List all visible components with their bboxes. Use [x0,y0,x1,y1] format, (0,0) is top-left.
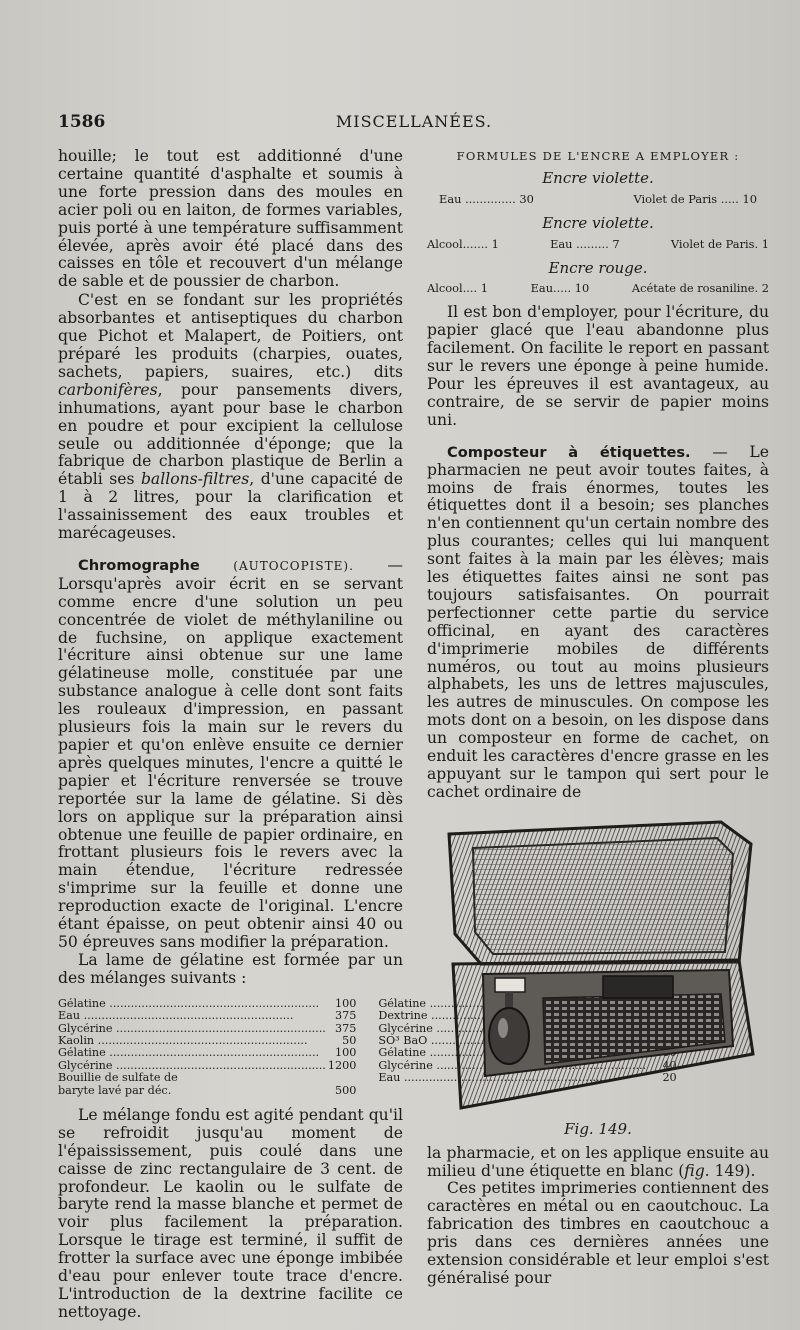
mixture-row [58,1023,356,1035]
figure-caption: Fig. 149. [564,1119,632,1138]
formula-item: Alcool.... 1 [427,281,488,296]
formula-item: Eau ......... 7 [550,236,620,251]
formula-title: Encre violette. [542,168,654,187]
formula-item: Acétate de rosaniline. 2 [631,281,769,296]
formulas-heading: FORMULES DE L'ENCRE A EMPLOYER : [456,149,740,163]
quantity: 375 [334,1009,357,1023]
mixtures-left [58,998,356,1097]
ink-pad [603,976,673,998]
italic-term: carbonifères [58,380,158,399]
mixtures-table [58,996,677,1097]
formula-item: Violet de Paris ..... 10 [633,191,757,206]
text-run: 149). [709,1161,756,1180]
paragraph-imprimeries: Ces petites imprimeries contiennent des caractères en métal ou en caoutchouc. La fabrication des timbres en caoutchouc a pris dans ces dernières années une extension considérable et leur emploi s'est généralisé pour [427,1179,769,1287]
stamp-highlight [498,1018,508,1038]
ingredient: Glycérine ..... [58,1060,326,1072]
ingredient: Eau ..... [58,1010,333,1022]
ingredient: Gélatine ..... [58,1047,333,1059]
ingredient: Gélatine ..... [58,998,333,1010]
ingredient: Kaolin ..... [58,1035,340,1047]
quantity: 100 [334,996,357,1010]
mixture-row [58,998,356,1010]
ingredient: Eau ..... [378,1072,660,1084]
formula-item: Violet de Paris. 1 [670,236,769,251]
lid-inner-panel [473,838,733,954]
text-run: , d'une capacité de 1 à 2 litres, pour la clarification et l'assainissement des eaux troubles et marécageuses. [58,470,403,543]
right-column [427,148,769,1288]
mixture-row [58,1047,356,1059]
ingredient: Glycérine ..... [378,1060,660,1072]
ingredient: Gélatine ..... [378,998,653,1010]
paragraph-composteur [427,444,769,802]
italic-term: fig. [684,1161,710,1180]
quantity: 500 [334,1083,357,1097]
paragraph-melange: Le mélange fondu est agité pendant qu'il se refroidit jusqu'au moment de l'épaississement, puis coulé dans une caisse de zinc rectangulaire de 3 cent. de profondeur. Le kaolin ou le sulfate de baryte rend la masse blanche et permet de voir plus facilement la préparation. Lorsque le tirage est terminé, il suffit de frotter la surface avec une éponge imbibée d'eau pour enlever toute trace d'encre. L'introduction de la dextrine facilite ce nettoyage. [58,1105,403,1321]
article-heading: Composteur à étiquettes. [447,443,691,461]
running-title: MISCELLANÉES. [335,112,493,131]
article-subheading: (AUTOCOPISTE). [233,558,354,573]
formula-title: Encre rouge. [548,258,648,277]
paragraph-charbon [58,292,403,543]
text-run: C'est en se fondant sur les propriétés absorbantes et antiseptiques du charbon que Pichot et Malapert, de Poitiers, ont préparé les produits (charpies, ouates, sachets, papiers, suaires, etc.) dits [58,291,403,381]
page-number: 1586 [58,112,106,132]
composteur-box-illustration [433,814,763,1114]
ingredient: Glycérine ..... [378,1023,646,1035]
formula-item: Alcool....... 1 [427,236,499,251]
quantity: 375 [334,1021,357,1035]
figure-149 [427,814,769,1139]
quantity: 100 [334,1046,357,1060]
paragraph-application [427,1145,769,1181]
ingredient: Dextrine ..... [378,1010,653,1022]
paragraph-chromographe [58,557,403,952]
ingredient: Gélatine ..... [378,1047,660,1059]
article-heading: Chromographe [78,556,200,574]
ingredient: SO³ BaO ..... [378,1035,651,1047]
ingredient: baryte lavé par déc. [58,1083,172,1097]
stamp-head [495,978,525,992]
formula-line [427,191,769,209]
italic-term: ballons-filtres [140,470,250,489]
paragraph-papier: Il est bon d'employer, pour l'écriture, du papier glacé que l'eau abandonne plus facilement. On facilite le report en passant sur le revers une éponge à peine humide. Pour les épreuves il est avantageux, au contraire, de se servir de papier moins uni. [427,303,769,429]
quantity: 20 [662,1071,677,1085]
paragraph-lame: La lame de gélatine est formée par un des mélanges suivants : [58,950,403,987]
formula-line [427,280,769,298]
formula-item: Eau..... 10 [530,281,590,296]
mixture-row [58,1010,356,1022]
quantity: 50 [342,1033,357,1047]
mixture-note: Bouillie de sulfate de [58,1071,178,1085]
paragraph-houille: houille; le tout est additionné d'une certaine quantité d'asphalte et soumis à une forte pression dans des moules en acier poli ou en laiton, de formes variables, puis porté à une température suffisamment élevée, après avoir été placé dans des caisses en tôle et recouvert d'un mélange de sable et de poussier de charbon. [58,147,403,291]
text-run: — Le pharmacien ne peut avoir toutes faites, à moins de frais énormes, toutes les étiquettes dont il a besoin; ses planches n'en contiennent qu'un certain nombre des plus courantes; celles qui lui manquent sont faites à la main par les élèves; mais les étiquettes faites ainsi ne sont pas toujours satisfaisantes. On pourrait perfectionner cette partie du service officinal, en ayant des caractères d'imprimerie mobiles de différents numéros, ou tout au moins plusieurs alphabets, les uns de lettres majuscules, les autres de minuscules. On compose les mots dont on a besoin, on les dispose dans un composteur en forme de cachet, on enduit les caractères d'encre grasse en les appuyant sur le tampon qui sert pour le cachet ordinaire de [427,442,770,801]
quantity: 1200 [327,1058,357,1072]
formula-line [427,236,769,254]
formula-item: Eau .............. 30 [439,191,534,206]
mixture-row [58,1035,356,1047]
page-header [58,112,770,134]
text-run: — Lorsqu'après avoir écrit en se servant comme encre d'une solution un peu concentrée de violet de méthylaniline ou de fuchsine, on applique exactement l'écriture ainsi obtenue sur une lame gélatineuse molle, constituée par une substance analogue à celle dont sont faits les rouleaux d'impression, en passant plusieurs fois la main sur le revers du papier et qu'on enlève ensuite ce dernier après quelques minutes, l'encre a quitté le papier et l'écriture renversée se trouve reportée sur la lame de gélatine. Si dès lors on applique sur la préparation ainsi obtenue une feuille de papier ordinaire, en frottant plusieurs fois le revers avec la main étendue, l'écriture redressée s'imprime sur la feuille et donne une reproduction exacte de l'original. L'encre étant épaisse, on peut obtenir ainsi 40 ou 50 épreuves sans modifier la préparation. [58,555,403,951]
ingredient: Glycérine ..... [58,1023,333,1035]
text-run: , pour pansements divers, inhumations, ayant pour base le charbon en poudre et pour excipient la cellulose seule ou additionnée d'éponge; que la fabrique de charbon plastique de Berlin a établi ses [58,380,403,489]
formula-title: Encre violette. [542,213,654,232]
text-run: la pharmacie, et on les applique ensuite au milieu d'une étiquette en blanc ( [427,1143,769,1180]
mixture-row [58,1085,356,1097]
stamp-handle [489,1008,529,1064]
